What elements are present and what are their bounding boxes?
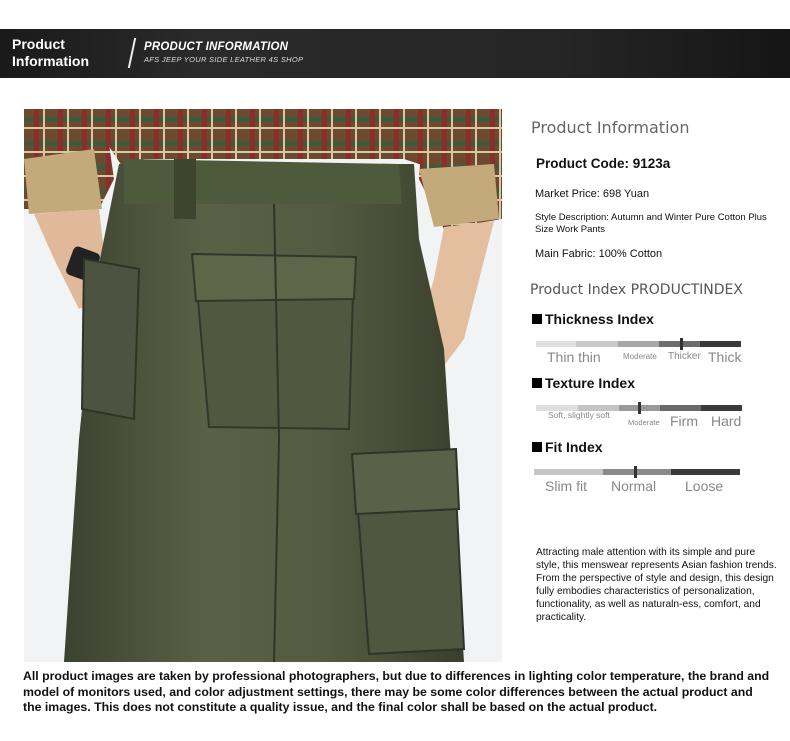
banner-divider — [128, 38, 136, 68]
thickness-label-moderate: Moderate — [623, 352, 657, 361]
style-description: Style Description: Autumn and Winter Pure Cotton Plus Size Work Pants — [535, 212, 767, 235]
product-code: Product Code: 9123a — [536, 156, 671, 171]
thickness-label-thick: Thick — [708, 349, 742, 365]
bullet-square-icon — [532, 442, 542, 452]
fit-index-title — [532, 439, 603, 455]
header-banner — [0, 29, 790, 78]
texture-marker — [638, 402, 641, 414]
banner-left-line1: Product — [12, 36, 65, 52]
thickness-scale-bar — [536, 341, 741, 347]
banner-left-title — [12, 36, 89, 70]
fit-label-slim: Slim fit — [545, 478, 587, 494]
banner-left-line2: Information — [12, 53, 89, 69]
texture-label-soft: Soft, slightly soft — [548, 410, 610, 420]
bullet-square-icon — [532, 314, 542, 324]
thickness-index-title — [532, 311, 654, 327]
product-description: Attracting male attention with its simple and pure style, this menswear represents Asian fashion trends. From the perspective of style and design, this design fully embodies characteristics of personalization, functionality, as well as naturaln-ess, comfort, and practicality. — [536, 547, 777, 623]
thickness-title-text: Thickness Index — [545, 311, 654, 327]
fit-label-loose: Loose — [685, 478, 724, 494]
product-photo — [24, 109, 502, 662]
bullet-square-icon — [532, 378, 542, 388]
cargo-pants-illustration — [24, 109, 502, 662]
texture-index-title — [532, 375, 635, 391]
product-index-heading: Product Index PRODUCTINDEX — [530, 282, 743, 298]
fit-marker — [634, 466, 637, 478]
banner-subtitle: AFS JEEP YOUR SIDE LEATHER 4S SHOP — [144, 55, 304, 64]
texture-label-moderate: Moderate — [628, 418, 660, 427]
fit-title-text: Fit Index — [545, 439, 603, 455]
fit-scale-bar — [534, 469, 740, 475]
banner-title: PRODUCT INFORMATION — [144, 41, 289, 53]
texture-label-firm: Firm — [670, 413, 698, 429]
texture-label-hard: Hard — [711, 413, 742, 429]
main-fabric: Main Fabric: 100% Cotton — [535, 248, 663, 260]
fit-label-normal: Normal — [611, 478, 657, 494]
texture-title-text: Texture Index — [545, 375, 635, 391]
thickness-label-thicker: Thicker — [668, 351, 701, 362]
color-disclaimer: All product images are taken by professional photographers, but due to differences in lighting color temperature, the brand and model of monitors used, and color adjustment settings, there may be some color differences between the actual product and the images. This does not constitute a quality issue, and the final color shall be based on the actual product. — [23, 669, 770, 714]
product-info-heading: Product Information — [531, 118, 690, 137]
market-price: Market Price: 698 Yuan — [535, 188, 650, 200]
thickness-marker — [680, 338, 683, 350]
thickness-label-thin: Thin thin — [547, 349, 601, 365]
